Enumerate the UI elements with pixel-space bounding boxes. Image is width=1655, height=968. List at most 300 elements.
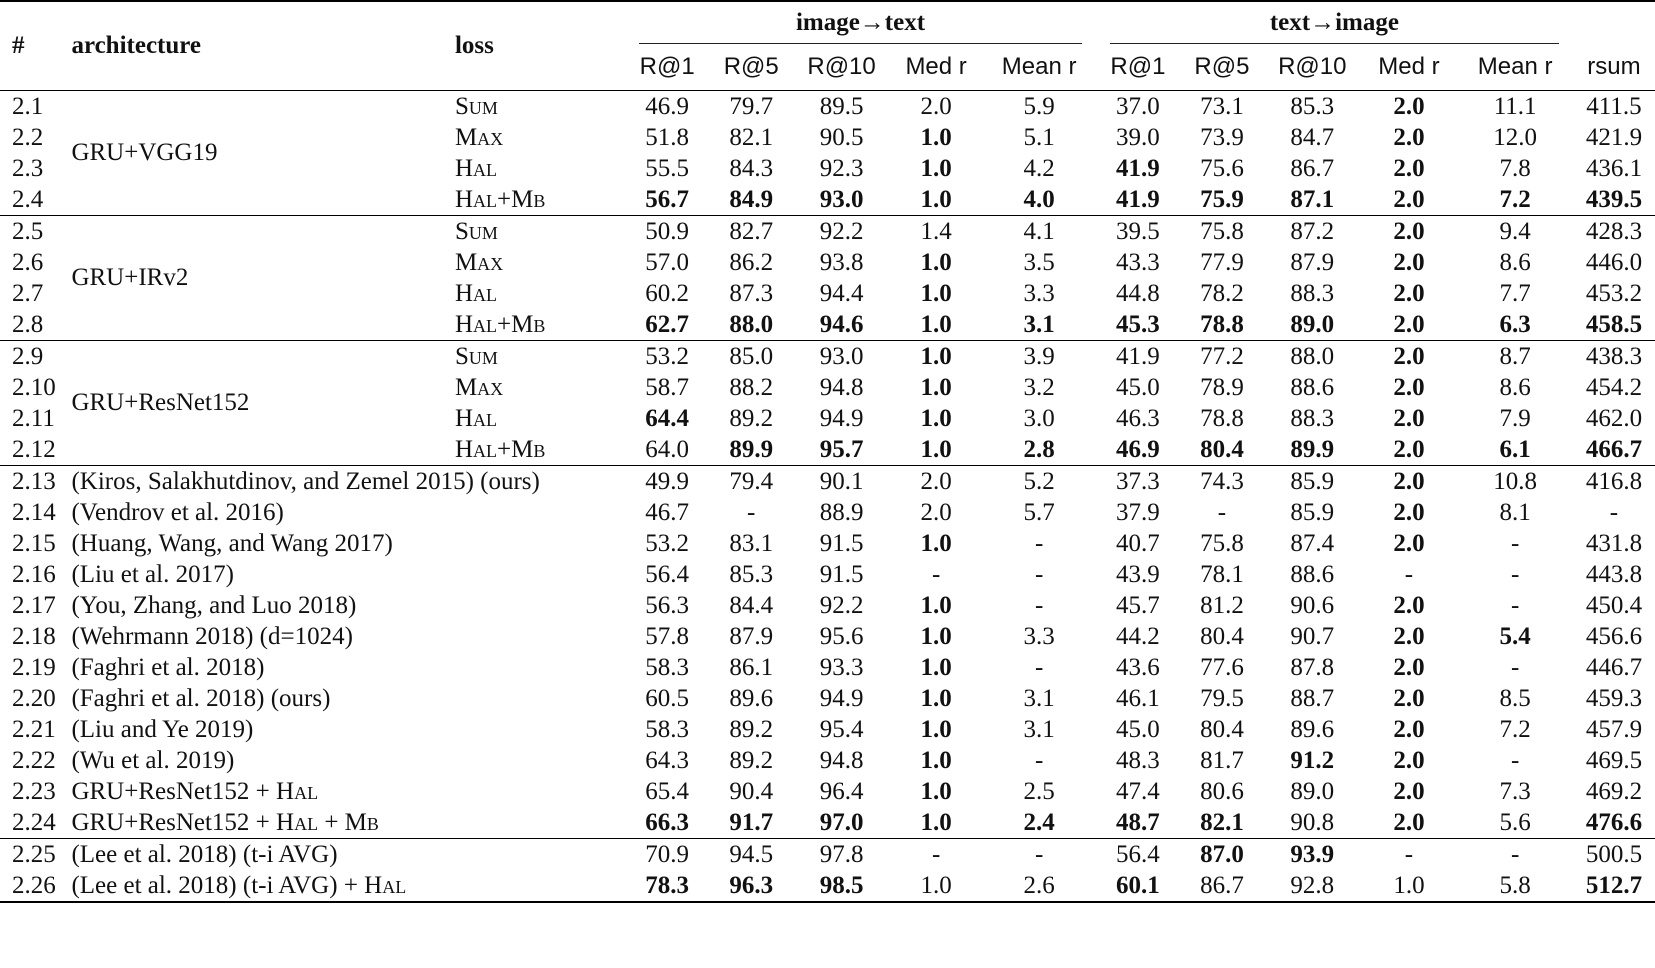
table-row bbox=[0, 683, 1655, 714]
table-cell: 56.7 bbox=[645, 185, 690, 213]
table-cell: 2.6 bbox=[982, 870, 1096, 902]
table-cell: 2.8 bbox=[1023, 435, 1055, 463]
table-cell: 87.2 bbox=[1264, 216, 1361, 248]
method-name-text: (Lee et al. 2018) (t-i AVG) + bbox=[71, 871, 365, 899]
method-name-text: (Liu et al. 2017) bbox=[71, 560, 234, 588]
table-cell: 6.3 bbox=[1499, 310, 1531, 338]
row-id: 2.2 bbox=[12, 123, 44, 151]
results-body bbox=[0, 91, 1655, 903]
table-cell: 2.0 bbox=[1393, 715, 1425, 743]
table-cell: 89.9 bbox=[1290, 435, 1335, 463]
table-cell: - bbox=[890, 839, 982, 871]
table-cell: 56.4 bbox=[1096, 839, 1180, 871]
table-cell: 93.0 bbox=[793, 341, 890, 373]
table-cell: 2.0 bbox=[1393, 248, 1425, 276]
header-loss: loss bbox=[454, 32, 494, 59]
table-cell: 1.0 bbox=[920, 279, 952, 307]
table-cell: 79.4 bbox=[709, 466, 793, 498]
row-id: 2.9 bbox=[0, 341, 71, 373]
method-loss-suffix: Hal bbox=[364, 871, 407, 899]
table-cell: - bbox=[1034, 746, 1044, 774]
table-cell: 8.6 bbox=[1499, 248, 1531, 276]
table-cell: 62.7 bbox=[645, 310, 690, 338]
table-cell: 94.5 bbox=[709, 839, 793, 871]
table-cell: 3.1 bbox=[1023, 715, 1055, 743]
table-cell: 82.1 bbox=[1200, 808, 1244, 836]
method-name bbox=[71, 776, 625, 807]
table-cell: 77.9 bbox=[1200, 248, 1244, 276]
table-cell: 2.0 bbox=[1361, 466, 1458, 498]
method-name-text: (Wu et al. 2019) bbox=[71, 746, 235, 774]
table-cell: - bbox=[1361, 839, 1458, 871]
table-cell: 2.0 bbox=[1393, 154, 1425, 182]
method-name bbox=[71, 714, 625, 745]
table-cell: - bbox=[1457, 839, 1573, 871]
table-cell: 5.8 bbox=[1457, 870, 1573, 902]
table-cell: 4.2 bbox=[1023, 154, 1055, 182]
table-cell: 89.6 bbox=[1290, 715, 1335, 743]
table-row bbox=[0, 341, 1655, 373]
table-cell: 90.7 bbox=[1290, 622, 1335, 650]
table-cell: 93.8 bbox=[819, 248, 864, 276]
table-cell: 78.9 bbox=[1200, 373, 1244, 401]
table-cell: 1.0 bbox=[920, 715, 952, 743]
table-cell: 77.2 bbox=[1180, 341, 1264, 373]
table-cell: 5.9 bbox=[982, 91, 1096, 123]
table-cell: 48.7 bbox=[1116, 808, 1160, 836]
table-cell: - bbox=[1510, 591, 1520, 619]
table-cell: 7.2 bbox=[1499, 185, 1531, 213]
table-cell: 89.9 bbox=[729, 435, 774, 463]
table-cell: 87.9 bbox=[729, 622, 774, 650]
table-cell: 81.7 bbox=[1200, 746, 1244, 774]
method-name bbox=[71, 683, 625, 714]
table-cell: 3.5 bbox=[1023, 248, 1055, 276]
table-cell: 51.8 bbox=[645, 123, 690, 151]
loss-label: Hal+Mb bbox=[454, 185, 546, 213]
table-cell: 5.2 bbox=[982, 466, 1096, 498]
architecture-label: GRU+VGG19 bbox=[71, 91, 455, 216]
table-cell: 450.4 bbox=[1585, 591, 1643, 619]
table-cell: 2.0 bbox=[1393, 498, 1425, 526]
table-cell: 90.1 bbox=[793, 466, 890, 498]
table-cell: 78.2 bbox=[1200, 279, 1244, 307]
table-cell: 56.4 bbox=[645, 560, 690, 588]
table-cell: 84.4 bbox=[729, 591, 774, 619]
table-cell: 512.7 bbox=[1573, 870, 1655, 902]
table-row bbox=[0, 714, 1655, 745]
header-text-to-image bbox=[1096, 1, 1573, 44]
method-name-text: (Lee et al. 2018) (t-i AVG) bbox=[71, 840, 338, 868]
table-cell: 5.1 bbox=[1023, 123, 1055, 151]
table-cell: 1.0 bbox=[890, 341, 982, 373]
table-cell: 91.7 bbox=[729, 808, 774, 836]
table-cell: 2.0 bbox=[1393, 777, 1425, 805]
row-id: 2.23 bbox=[12, 777, 56, 805]
table-cell: 60.2 bbox=[645, 279, 690, 307]
table-cell: - bbox=[747, 498, 756, 526]
table-cell: 446.7 bbox=[1585, 653, 1643, 681]
table-cell: 94.8 bbox=[819, 373, 864, 401]
header-metric-t2i-0: R@1 bbox=[1110, 53, 1166, 80]
method-name bbox=[71, 590, 625, 621]
table-cell: 11.1 bbox=[1457, 91, 1573, 123]
method-name bbox=[71, 466, 625, 498]
table-cell: 3.1 bbox=[1023, 310, 1055, 338]
table-cell: 1.0 bbox=[920, 529, 952, 557]
table-cell: 93.0 bbox=[819, 185, 864, 213]
table-cell: 90.6 bbox=[1290, 591, 1335, 619]
table-cell: 469.2 bbox=[1585, 777, 1643, 805]
table-cell: 9.4 bbox=[1457, 216, 1573, 248]
table-cell: 89.2 bbox=[729, 715, 774, 743]
table-cell: 458.5 bbox=[1585, 310, 1643, 338]
table-cell: 91.5 bbox=[819, 560, 864, 588]
table-row bbox=[0, 745, 1655, 776]
method-name bbox=[71, 528, 625, 559]
table-cell: 60.5 bbox=[645, 684, 690, 712]
table-cell: 37.0 bbox=[1096, 91, 1180, 123]
table-cell: 454.2 bbox=[1585, 373, 1643, 401]
header-metric-t2i-1: R@5 bbox=[1194, 53, 1250, 80]
table-cell: 86.7 bbox=[1290, 154, 1335, 182]
table-cell: 2.0 bbox=[1393, 279, 1425, 307]
table-cell: - bbox=[1510, 529, 1520, 557]
table-cell: 2.0 bbox=[1393, 404, 1425, 432]
table-cell: 3.0 bbox=[1023, 404, 1055, 432]
table-cell: 457.9 bbox=[1585, 715, 1643, 743]
table-cell: 79.5 bbox=[1200, 684, 1244, 712]
method-name-text: (Vendrov et al. 2016) bbox=[71, 498, 284, 526]
table-cell: 94.9 bbox=[819, 684, 864, 712]
table-cell: 94.4 bbox=[819, 279, 864, 307]
table-cell: 40.7 bbox=[1116, 529, 1160, 557]
table-cell: 53.2 bbox=[625, 341, 709, 373]
table-cell: 97.8 bbox=[793, 839, 890, 871]
method-loss-suffix: Hal bbox=[276, 777, 319, 805]
table-cell: 37.3 bbox=[1096, 466, 1180, 498]
table-cell: 8.7 bbox=[1457, 341, 1573, 373]
method-name-text: (Faghri et al. 2018) (ours) bbox=[71, 684, 331, 712]
table-cell: 466.7 bbox=[1585, 435, 1643, 463]
table-row bbox=[0, 839, 1655, 871]
row-id: 2.20 bbox=[12, 684, 56, 712]
table-cell: 43.9 bbox=[1116, 560, 1160, 588]
row-id: 2.1 bbox=[0, 91, 71, 123]
table-cell: 83.1 bbox=[729, 529, 774, 557]
table-cell: 1.0 bbox=[920, 746, 952, 774]
table-cell: 41.9 bbox=[1116, 185, 1160, 213]
table-row bbox=[0, 528, 1655, 559]
method-name-text: GRU+ResNet152 + bbox=[71, 777, 277, 805]
architecture-label: GRU+ResNet152 bbox=[71, 341, 455, 466]
table-cell: 8.1 bbox=[1499, 498, 1531, 526]
table-cell: 84.9 bbox=[729, 185, 774, 213]
table-cell: 1.0 bbox=[1361, 870, 1458, 902]
table-cell: 7.2 bbox=[1499, 715, 1531, 743]
row-id: 2.17 bbox=[12, 591, 56, 619]
table-cell: 85.9 bbox=[1290, 498, 1335, 526]
table-cell: 87.0 bbox=[1180, 839, 1264, 871]
table-cell: 78.1 bbox=[1200, 560, 1244, 588]
table-cell: 93.9 bbox=[1264, 839, 1361, 871]
table-cell: 80.4 bbox=[1200, 715, 1244, 743]
table-cell: 77.6 bbox=[1200, 653, 1244, 681]
table-row bbox=[0, 621, 1655, 652]
table-cell: 2.0 bbox=[890, 466, 982, 498]
table-cell: 94.9 bbox=[819, 404, 864, 432]
table-cell: - bbox=[1034, 591, 1044, 619]
table-cell: 91.5 bbox=[819, 529, 864, 557]
table-cell: 3.9 bbox=[982, 341, 1096, 373]
table-cell: 78.8 bbox=[1200, 404, 1244, 432]
method-name-text: (Kiros, Salakhutdinov, and Zemel 2015) (ours) bbox=[71, 467, 540, 495]
loss-label: Max bbox=[454, 123, 504, 151]
table-cell: 85.3 bbox=[729, 560, 774, 588]
table-cell: 3.2 bbox=[1023, 373, 1055, 401]
table-cell: 8.6 bbox=[1499, 373, 1531, 401]
method-name-text: (Faghri et al. 2018) bbox=[71, 653, 265, 681]
table-cell: - bbox=[931, 560, 941, 588]
table-cell: 74.3 bbox=[1180, 466, 1264, 498]
method-loss-suffix: Hal + Mb bbox=[276, 808, 379, 836]
row-id: 2.10 bbox=[12, 373, 56, 401]
table-cell: 85.9 bbox=[1264, 466, 1361, 498]
table-cell: 87.3 bbox=[729, 279, 774, 307]
table-cell: 80.6 bbox=[1200, 777, 1244, 805]
table-cell: 90.8 bbox=[1290, 808, 1335, 836]
table-cell: 50.9 bbox=[625, 216, 709, 248]
table-cell: 2.0 bbox=[1393, 684, 1425, 712]
table-cell: 96.3 bbox=[709, 870, 793, 902]
table-cell: 84.3 bbox=[729, 154, 774, 182]
table-cell: 7.8 bbox=[1499, 154, 1531, 182]
table-cell: 66.3 bbox=[645, 808, 690, 836]
table-cell: 2.0 bbox=[1393, 591, 1425, 619]
table-cell: 88.6 bbox=[1290, 560, 1335, 588]
table-cell: 85.0 bbox=[709, 341, 793, 373]
table-cell: 92.2 bbox=[819, 591, 864, 619]
table-cell: 2.0 bbox=[1393, 746, 1425, 774]
table-cell: 1.0 bbox=[890, 870, 982, 902]
method-name bbox=[71, 559, 625, 590]
table-cell: 44.2 bbox=[1116, 622, 1160, 650]
table-cell: 1.0 bbox=[920, 777, 952, 805]
table-cell: 70.9 bbox=[625, 839, 709, 871]
table-cell: 80.4 bbox=[1200, 435, 1244, 463]
table-cell: 41.9 bbox=[1116, 154, 1160, 182]
table-cell: 2.0 bbox=[1393, 373, 1425, 401]
method-name bbox=[71, 652, 625, 683]
table-cell: 3.3 bbox=[1023, 279, 1055, 307]
table-cell: - bbox=[1510, 746, 1520, 774]
table-cell: 2.0 bbox=[1393, 808, 1425, 836]
header-metric-i2t-1: R@5 bbox=[723, 53, 779, 80]
table-cell: 80.4 bbox=[1200, 622, 1244, 650]
header-metric-i2t-0: R@1 bbox=[639, 53, 695, 80]
table-cell: 2.0 bbox=[1393, 622, 1425, 650]
loss-label: Hal bbox=[454, 279, 497, 307]
table-cell: - bbox=[1034, 529, 1044, 557]
table-cell: 93.3 bbox=[819, 653, 864, 681]
table-cell: 1.0 bbox=[920, 404, 952, 432]
table-cell: 90.4 bbox=[729, 777, 774, 805]
method-name-text: (Wehrmann 2018) (d=1024) bbox=[71, 622, 353, 650]
loss-label: Sum bbox=[455, 341, 625, 373]
table-cell: 411.5 bbox=[1573, 91, 1655, 123]
method-name bbox=[71, 807, 625, 839]
table-cell: 1.0 bbox=[920, 373, 952, 401]
header-architecture: architecture bbox=[71, 32, 202, 59]
table-cell: 43.6 bbox=[1116, 653, 1160, 681]
table-cell: 92.8 bbox=[1264, 870, 1361, 902]
table-cell: 4.0 bbox=[1023, 185, 1055, 213]
header-metric-i2t-4: Mean r bbox=[1001, 53, 1077, 80]
table-cell: 421.9 bbox=[1585, 123, 1643, 151]
table-cell: 73.1 bbox=[1180, 91, 1264, 123]
table-cell: 45.7 bbox=[1116, 591, 1160, 619]
table-cell: 2.0 bbox=[890, 91, 982, 123]
table-cell: 44.8 bbox=[1116, 279, 1160, 307]
table-cell: 60.1 bbox=[1096, 870, 1180, 902]
row-id: 2.26 bbox=[0, 870, 71, 902]
table-cell: 5.4 bbox=[1499, 622, 1531, 650]
table-cell: 428.3 bbox=[1573, 216, 1655, 248]
group-rule-i2t bbox=[639, 43, 1082, 44]
row-id: 2.12 bbox=[12, 435, 56, 463]
table-cell: 91.2 bbox=[1290, 746, 1335, 774]
table-cell: 46.9 bbox=[625, 91, 709, 123]
table-cell: 58.3 bbox=[645, 715, 690, 743]
table-cell: 88.7 bbox=[1290, 684, 1335, 712]
table-cell: - bbox=[1510, 653, 1520, 681]
row-id: 2.22 bbox=[12, 746, 56, 774]
method-name-text: GRU+ResNet152 + bbox=[71, 808, 277, 836]
table-cell: 75.8 bbox=[1200, 529, 1244, 557]
table-cell: 88.2 bbox=[729, 373, 774, 401]
table-cell: - bbox=[1034, 653, 1044, 681]
table-cell: 2.0 bbox=[1393, 185, 1425, 213]
table-cell: 87.8 bbox=[1290, 653, 1335, 681]
table-cell: 476.6 bbox=[1585, 808, 1643, 836]
table-cell: 431.8 bbox=[1585, 529, 1643, 557]
row-id: 2.3 bbox=[12, 154, 44, 182]
header-metric-i2t-2: R@10 bbox=[807, 53, 876, 80]
table-cell: 2.0 bbox=[1393, 310, 1425, 338]
loss-label: Max bbox=[454, 373, 504, 401]
method-name-text: (Liu and Ye 2019) bbox=[71, 715, 254, 743]
table-cell: 8.5 bbox=[1499, 684, 1531, 712]
method-name bbox=[71, 497, 625, 528]
table-cell: 7.3 bbox=[1499, 777, 1531, 805]
table-cell: 46.7 bbox=[645, 498, 690, 526]
table-row bbox=[0, 776, 1655, 807]
table-cell: 89.2 bbox=[729, 746, 774, 774]
loss-label: Hal+Mb bbox=[454, 435, 546, 463]
table-cell: 1.0 bbox=[920, 591, 952, 619]
table-cell: 47.4 bbox=[1116, 777, 1160, 805]
loss-label: Max bbox=[454, 248, 504, 276]
table-cell: 96.4 bbox=[819, 777, 864, 805]
table-cell: 45.0 bbox=[1116, 715, 1160, 743]
table-cell: 459.3 bbox=[1585, 684, 1643, 712]
row-id: 2.15 bbox=[12, 529, 56, 557]
row-id: 2.7 bbox=[12, 279, 44, 307]
table-row bbox=[0, 590, 1655, 621]
table-cell: 12.0 bbox=[1493, 123, 1537, 151]
table-cell: 82.1 bbox=[729, 123, 774, 151]
table-cell: 1.0 bbox=[920, 248, 952, 276]
table-cell: 53.2 bbox=[645, 529, 690, 557]
table-cell: 2.0 bbox=[1393, 653, 1425, 681]
table-cell: 1.0 bbox=[920, 154, 952, 182]
header-metric-t2i-3: Med r bbox=[1378, 53, 1440, 80]
table-cell: 1.0 bbox=[920, 808, 952, 836]
header-num: # bbox=[12, 32, 25, 59]
table-cell: 85.3 bbox=[1264, 91, 1361, 123]
table-cell: 55.5 bbox=[645, 154, 690, 182]
table-cell: 79.7 bbox=[709, 91, 793, 123]
table-cell: 5.7 bbox=[1023, 498, 1055, 526]
row-id: 2.6 bbox=[12, 248, 44, 276]
table-cell: 37.9 bbox=[1116, 498, 1160, 526]
table-cell: 438.3 bbox=[1573, 341, 1655, 373]
table-cell: 7.7 bbox=[1499, 279, 1531, 307]
table-cell: 3.1 bbox=[1023, 684, 1055, 712]
table-cell: 46.3 bbox=[1116, 404, 1160, 432]
table-cell: 500.5 bbox=[1573, 839, 1655, 871]
table-cell: 46.9 bbox=[1116, 435, 1160, 463]
loss-label: Sum bbox=[455, 216, 625, 248]
table-cell: 87.4 bbox=[1290, 529, 1335, 557]
table-cell: 456.6 bbox=[1585, 622, 1643, 650]
table-cell: 2.5 bbox=[1023, 777, 1055, 805]
table-cell: 45.3 bbox=[1116, 310, 1160, 338]
table-cell: 1.0 bbox=[920, 622, 952, 650]
table-cell: 4.1 bbox=[982, 216, 1096, 248]
table-cell: 81.2 bbox=[1200, 591, 1244, 619]
table-row bbox=[0, 559, 1655, 590]
table-row bbox=[0, 870, 1655, 902]
table-cell: 89.0 bbox=[1290, 777, 1335, 805]
table-cell: 1.0 bbox=[920, 310, 952, 338]
table-cell: 98.5 bbox=[793, 870, 890, 902]
table-cell: 416.8 bbox=[1573, 466, 1655, 498]
table-cell: 436.1 bbox=[1585, 154, 1643, 182]
group-rule-t2i bbox=[1110, 43, 1559, 44]
table-cell: 84.7 bbox=[1290, 123, 1335, 151]
table-cell: 10.8 bbox=[1457, 466, 1573, 498]
row-id: 2.18 bbox=[12, 622, 56, 650]
table-cell: 2.0 bbox=[920, 498, 952, 526]
table-cell: - bbox=[1217, 498, 1227, 526]
table-cell: 462.0 bbox=[1585, 404, 1643, 432]
table-cell: 7.9 bbox=[1499, 404, 1531, 432]
table-cell: 89.2 bbox=[729, 404, 774, 432]
table-cell: 87.9 bbox=[1290, 248, 1335, 276]
table-cell: 88.0 bbox=[1264, 341, 1361, 373]
table-cell: 90.5 bbox=[819, 123, 864, 151]
table-cell: 73.9 bbox=[1200, 123, 1244, 151]
table-cell: 78.3 bbox=[625, 870, 709, 902]
table-cell: 45.0 bbox=[1116, 373, 1160, 401]
table-cell: 2.0 bbox=[1393, 435, 1425, 463]
header-image-to-text bbox=[625, 1, 1096, 44]
header-blank bbox=[1573, 1, 1655, 44]
table-row bbox=[0, 216, 1655, 248]
table-cell: 78.8 bbox=[1200, 310, 1244, 338]
row-id: 2.16 bbox=[12, 560, 56, 588]
